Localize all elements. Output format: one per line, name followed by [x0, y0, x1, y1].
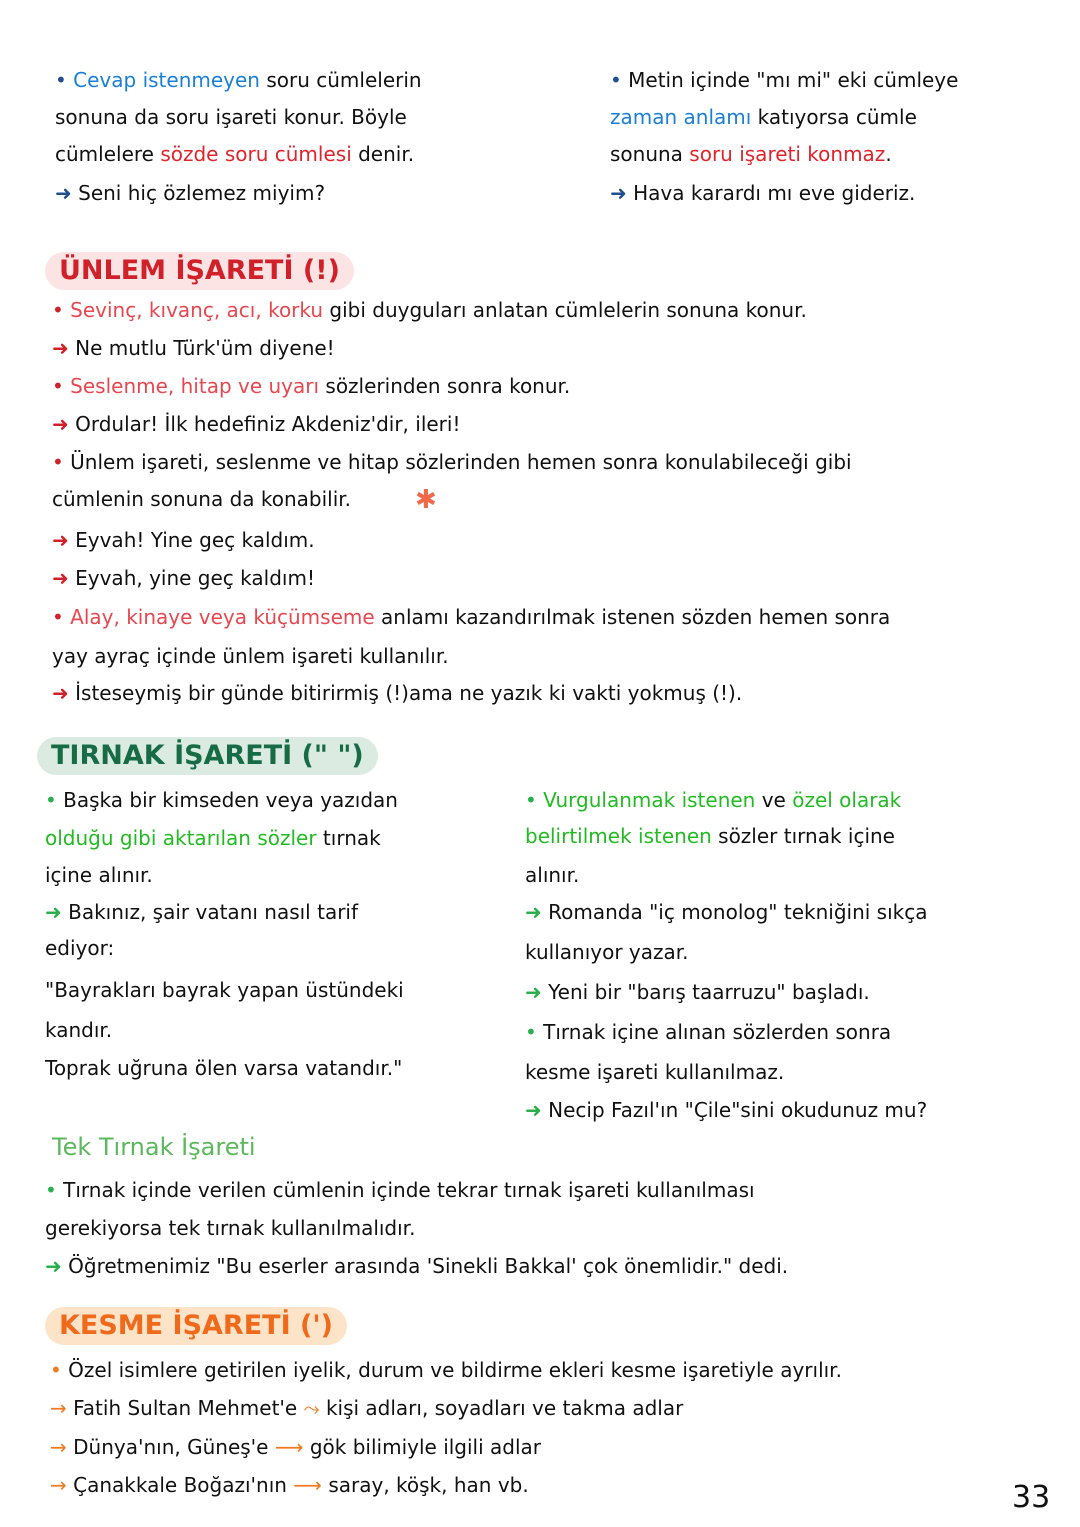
text: denir.	[351, 142, 415, 166]
highlight-text: belirtilmek istenen	[525, 824, 712, 848]
note-line	[525, 1018, 891, 1046]
bullet-arrow-icon: •	[50, 1358, 69, 1382]
text: içine alınır.	[45, 863, 153, 887]
note-line	[525, 978, 870, 1006]
bullet-arrow-icon: ➜	[525, 1098, 549, 1122]
text: kullanıyor yazar.	[525, 940, 689, 964]
text: yay ayraç içinde ünlem işareti kullanılır.	[52, 644, 449, 668]
note-line	[52, 642, 449, 670]
text: Ordular! İlk hedefiniz Akdeniz'dir, ileri!	[75, 412, 461, 436]
note-line	[525, 822, 895, 850]
text: katıyorsa cümle	[751, 105, 917, 129]
text: Hava karardı mı eve gideriz.	[633, 181, 916, 205]
bullet-arrow-icon: ⤳	[303, 1396, 326, 1420]
bullet-arrow-icon: ➜	[525, 900, 549, 924]
text: sonuna	[610, 142, 690, 166]
note-line	[45, 824, 381, 852]
highlight-text: olduğu gibi aktarılan sözler	[45, 826, 317, 850]
text: ve	[755, 788, 793, 812]
bullet-arrow-icon: ➜	[52, 681, 76, 705]
bullet-arrow-icon: ⟶	[274, 1435, 310, 1459]
bullet-arrow-icon: •	[45, 788, 64, 812]
note-line	[52, 564, 315, 592]
bullet-arrow-icon: •	[45, 1178, 64, 1202]
bullet-arrow-icon: •	[525, 788, 544, 812]
text: kişi adları, soyadları ve takma adlar	[325, 1396, 684, 1420]
bullet-arrow-icon: ➜	[610, 181, 634, 205]
bullet-arrow-icon: ➜	[45, 900, 69, 924]
text: sonuna da soru işareti konur. Böyle	[55, 105, 407, 129]
note-line	[610, 179, 915, 207]
page-number: 33	[1012, 1480, 1051, 1515]
note-line	[45, 898, 358, 926]
note-line	[45, 934, 114, 962]
highlight-text: Seslenme, hitap ve uyarı	[70, 374, 320, 398]
bullet-arrow-icon: •	[52, 605, 71, 629]
text: Necip Fazıl'ın "Çile"sini okudunuz mu?	[548, 1098, 928, 1122]
note-line	[52, 410, 460, 438]
bullet-arrow-icon: →	[50, 1435, 74, 1459]
text: ediyor:	[45, 936, 115, 960]
text: alınır.	[525, 863, 580, 887]
kesme-title: KESME İŞARETİ (')	[45, 1307, 347, 1345]
highlight-text: zaman anlamı	[610, 105, 752, 129]
text: İsteseymiş bir günde bitirirmiş (!)ama ne yazık ki vakti yokmuş (!).	[75, 681, 743, 705]
note-line	[45, 1016, 112, 1044]
bullet-arrow-icon: •	[52, 298, 71, 322]
bullet-arrow-icon: ➜	[52, 566, 76, 590]
text: Seni hiç özlemez miyim?	[78, 181, 326, 205]
text: Tırnak içinde verilen cümlenin içinde tekrar tırnak işareti kullanılması	[63, 1178, 755, 1202]
text: gerekiyorsa tek tırnak kullanılmalıdır.	[45, 1216, 416, 1240]
note-line	[55, 103, 407, 131]
text: Başka bir kimseden veya yazıdan	[63, 788, 398, 812]
bullet-arrow-icon: ➜	[52, 412, 76, 436]
note-line	[45, 1176, 755, 1204]
tirnak-title: TIRNAK İŞARETİ (" ")	[37, 737, 378, 775]
text: kesme işareti kullanılmaz.	[525, 1060, 785, 1084]
text: gibi duyguları anlatan cümlelerin sonuna konur.	[323, 298, 807, 322]
note-line	[610, 103, 917, 131]
tek-tirnak-subtitle: Tek Tırnak İşareti	[52, 1133, 256, 1161]
text: sözler tırnak içine	[711, 824, 895, 848]
note-line	[50, 1471, 529, 1499]
note-line	[52, 372, 570, 400]
unlem-title: ÜNLEM İŞARETİ (!)	[45, 252, 354, 290]
highlight-text: soru işareti konmaz	[689, 142, 886, 166]
text: Dünya'nın, Güneş'e	[73, 1435, 275, 1459]
text: tırnak	[316, 826, 381, 850]
text: "Bayrakları bayrak yapan üstündeki	[45, 978, 404, 1002]
bullet-arrow-icon: ➜	[52, 336, 76, 360]
highlight-text: sözde soru cümlesi	[160, 142, 352, 166]
highlight-text: Vurgulanmak istenen	[543, 788, 756, 812]
note-line	[525, 786, 901, 814]
text: kandır.	[45, 1018, 113, 1042]
text: Özel isimlere getirilen iyelik, durum ve bildirme ekleri kesme işaretiyle ayrılır.	[68, 1358, 842, 1382]
note-line	[55, 179, 325, 207]
bullet-arrow-icon: •	[52, 374, 71, 398]
highlight-text: Cevap istenmeyen	[73, 68, 260, 92]
text: cümlelere	[55, 142, 161, 166]
text: Metin içinde "mı mi" eki cümleye	[628, 68, 959, 92]
text: sözlerinden sonra konur.	[319, 374, 571, 398]
note-line	[525, 1058, 784, 1086]
note-line	[525, 1096, 927, 1124]
text: gök bilimiyle ilgili adlar	[309, 1435, 542, 1459]
text: saray, köşk, han vb.	[328, 1473, 529, 1497]
note-line	[45, 861, 153, 889]
text: Romanda "iç monolog" tekniğini sıkça	[548, 900, 928, 924]
bullet-arrow-icon: ⟶	[293, 1473, 329, 1497]
text: Bakınız, şair vatanı nasıl tarif	[68, 900, 359, 924]
note-line	[50, 1433, 541, 1461]
note-line	[525, 938, 689, 966]
text: Yeni bir "barış taarruzu" başladı.	[548, 980, 870, 1004]
bullet-arrow-icon: •	[55, 68, 74, 92]
note-line	[52, 334, 335, 362]
note-line	[52, 485, 351, 513]
bullet-arrow-icon: ➜	[525, 980, 549, 1004]
note-line	[52, 448, 852, 476]
note-line	[45, 786, 398, 814]
text: Ünlem işareti, seslenme ve hitap sözlerinden hemen sonra konulabileceği gibi	[70, 450, 852, 474]
star-icon: ✱	[415, 485, 437, 515]
highlight-text: Sevinç, kıvanç, acı, korku	[70, 298, 324, 322]
note-line	[610, 140, 892, 168]
note-line	[52, 679, 742, 707]
note-line	[52, 296, 807, 324]
note-line	[55, 140, 414, 168]
text: Fatih Sultan Mehmet'e	[73, 1396, 304, 1420]
text: anlamı kazandırılmak istenen sözden hemen sonra	[374, 605, 891, 629]
note-line	[45, 1252, 788, 1280]
text: cümlenin sonuna da konabilir.	[52, 487, 352, 511]
text: Eyvah! Yine geç kaldım.	[75, 528, 315, 552]
bullet-arrow-icon: ➜	[45, 1254, 69, 1278]
note-line	[45, 976, 404, 1004]
highlight-text: özel olarak	[792, 788, 902, 812]
note-line	[55, 66, 422, 94]
note-line	[525, 898, 927, 926]
bullet-arrow-icon: •	[525, 1020, 544, 1044]
text: Tırnak içine alınan sözlerden sonra	[543, 1020, 892, 1044]
note-line	[45, 1214, 415, 1242]
note-line	[50, 1394, 683, 1422]
note-line	[52, 526, 315, 554]
note-line	[45, 1054, 402, 1082]
text: .	[885, 142, 892, 166]
text: Öğretmenimiz "Bu eserler arasında 'Sinekli Bakkal' çok önemlidir." dedi.	[68, 1254, 789, 1278]
text: soru cümlelerin	[259, 68, 422, 92]
note-line	[525, 861, 579, 889]
bullet-arrow-icon: →	[50, 1473, 74, 1497]
text: Ne mutlu Türk'üm diyene!	[75, 336, 335, 360]
bullet-arrow-icon: ➜	[55, 181, 79, 205]
bullet-arrow-icon: •	[52, 450, 71, 474]
text: Çanakkale Boğazı'nın	[73, 1473, 294, 1497]
highlight-text: Alay, kinaye veya küçümseme	[70, 605, 375, 629]
bullet-arrow-icon: →	[50, 1396, 74, 1420]
note-line	[52, 603, 890, 631]
note-line	[50, 1356, 842, 1384]
note-line	[610, 66, 958, 94]
text: Eyvah, yine geç kaldım!	[75, 566, 315, 590]
bullet-arrow-icon: •	[610, 68, 629, 92]
bullet-arrow-icon: ➜	[52, 528, 76, 552]
text: Toprak uğruna ölen varsa vatandır."	[45, 1056, 403, 1080]
